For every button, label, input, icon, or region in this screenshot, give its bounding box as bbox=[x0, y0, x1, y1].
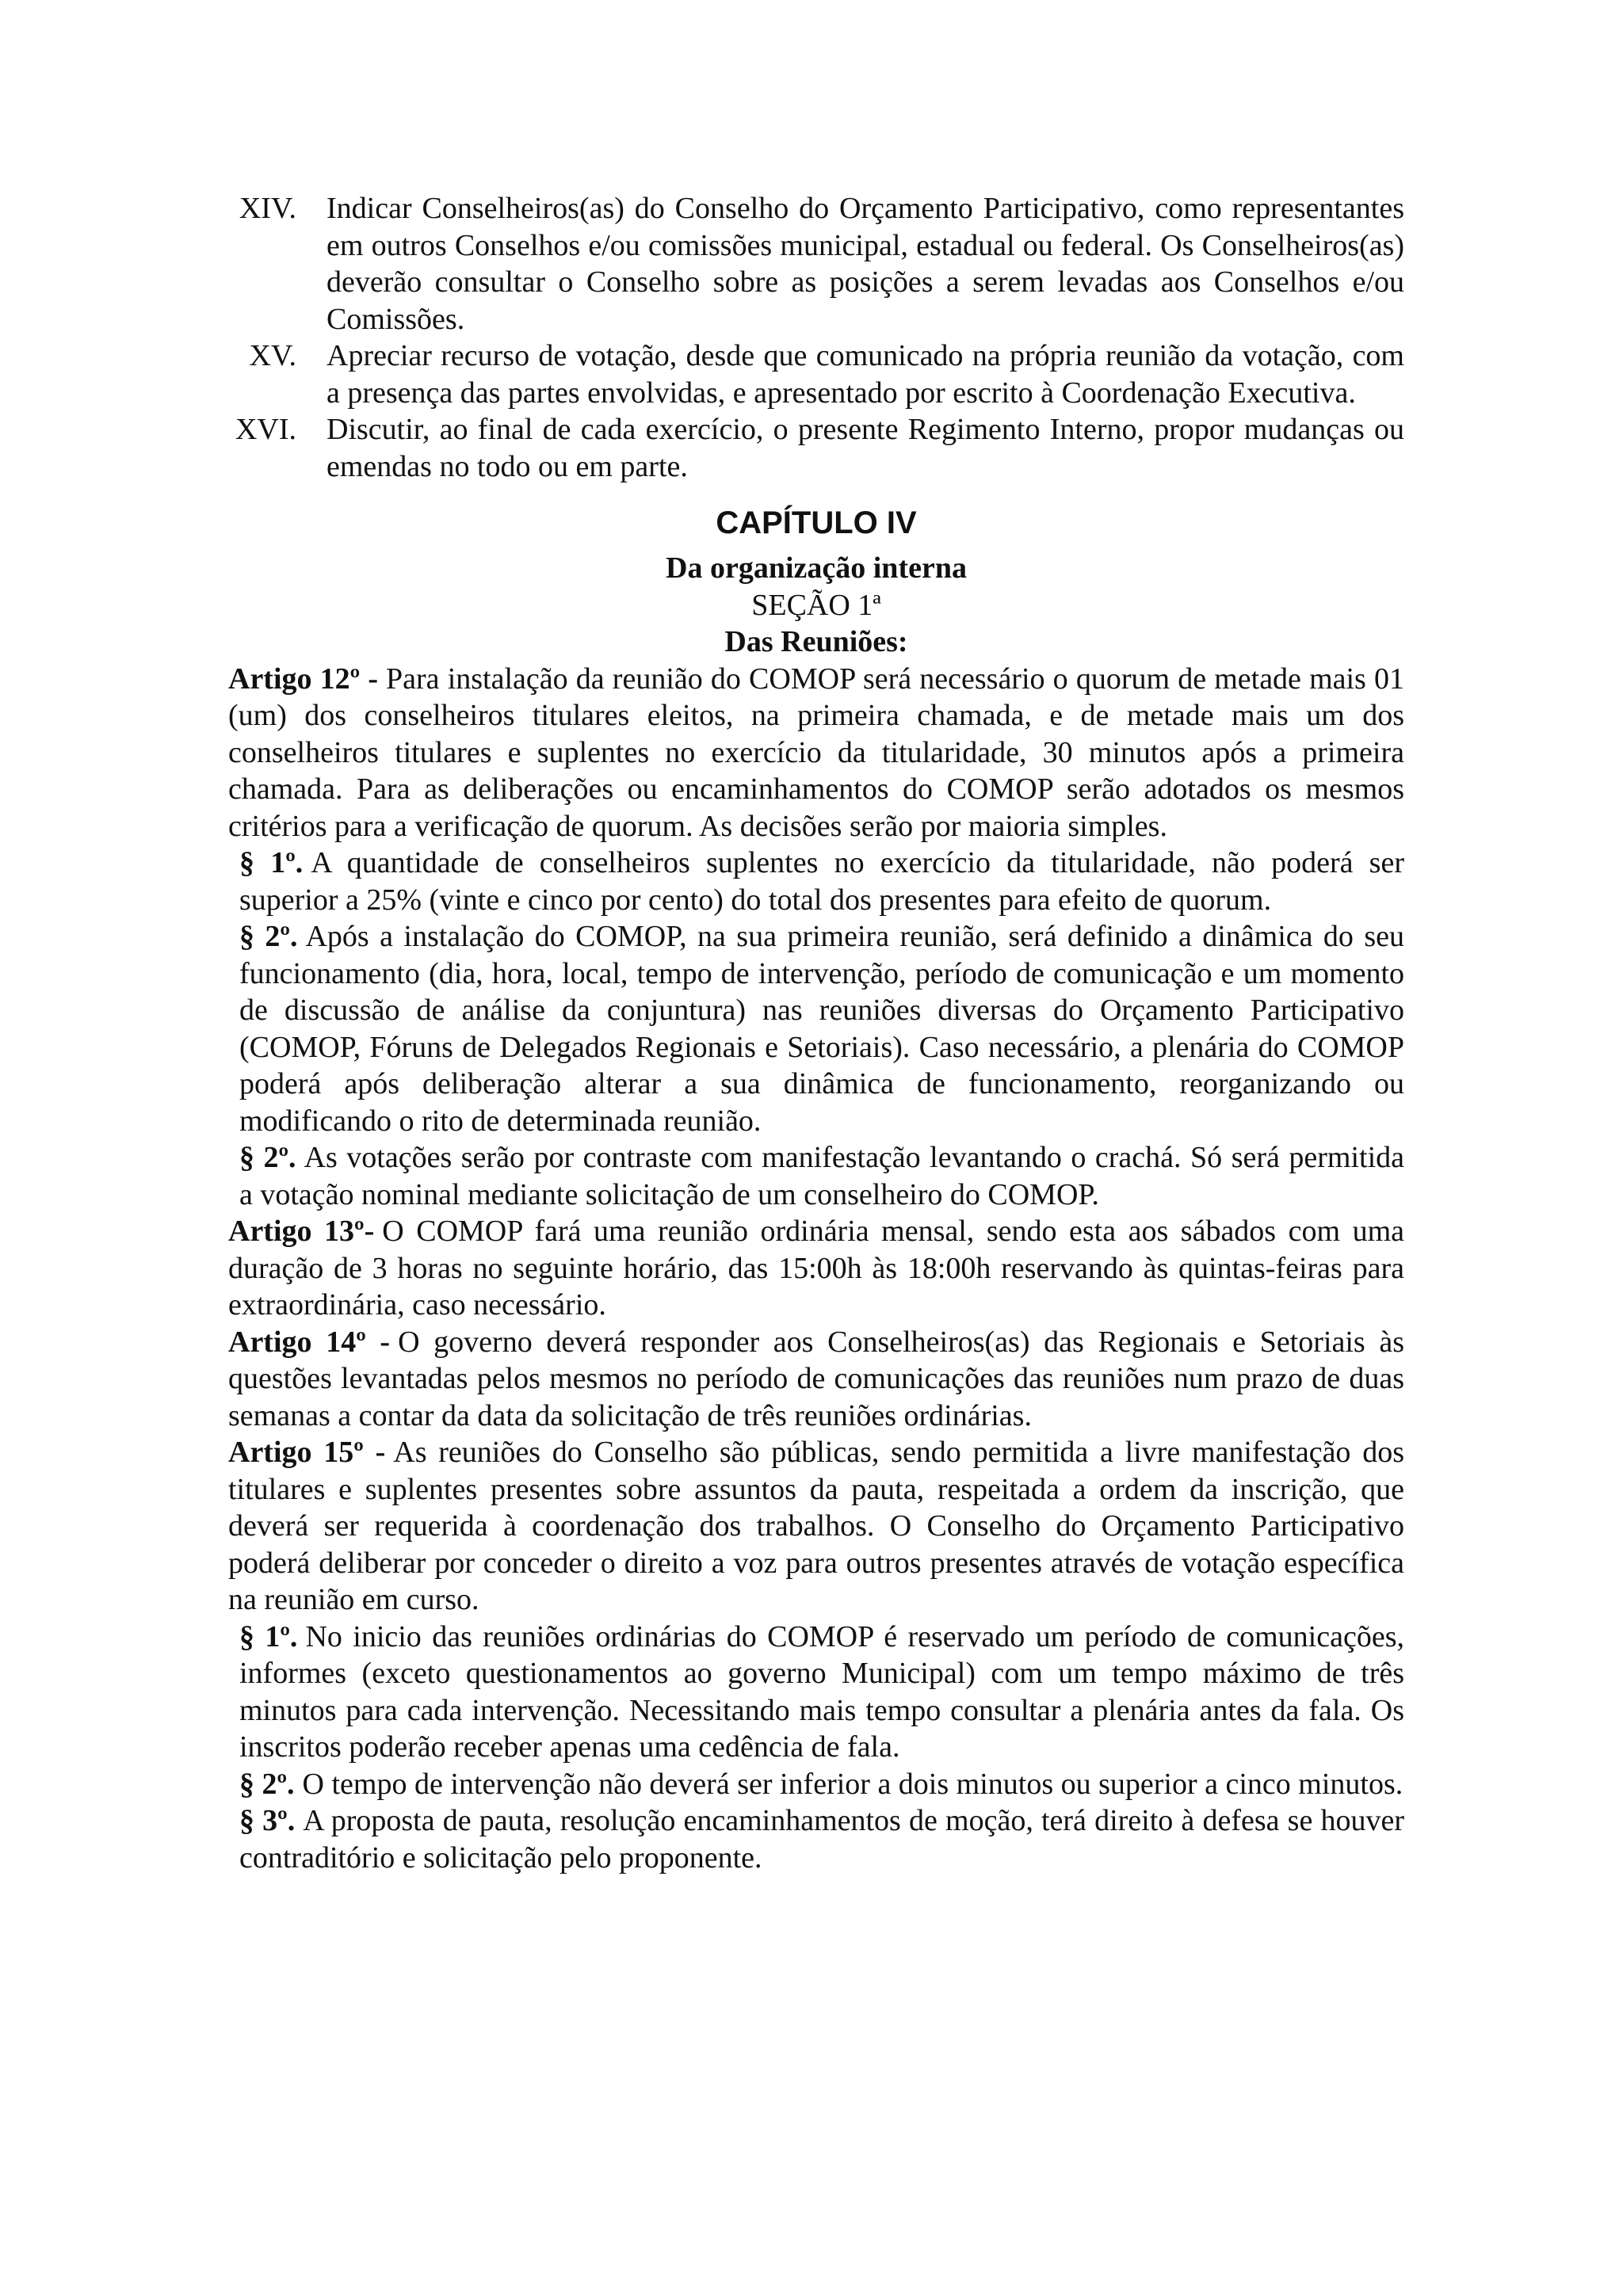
list-text: Indicar Conselheiros(as) do Conselho do Orçamento Participativo, como representantes em outros Conselhos e/ou comissões municipal, estadual ou federal. Os Conselheiros(as) deverão consultar o Conselho sobre as posições a serem levadas aos Conselhos e/ou Comissões. bbox=[327, 192, 1404, 336]
list-item-xv bbox=[228, 338, 1404, 411]
paragraph-artigo-15 bbox=[228, 1434, 1404, 1619]
paragraph-lead: § 1º. bbox=[239, 1619, 298, 1653]
list-item-xiv bbox=[228, 190, 1404, 338]
paragraph-lead: § 1º. bbox=[239, 846, 304, 879]
paragraph-12-par-1 bbox=[228, 845, 1404, 918]
paragraph-text: As votações serão por contraste com manifestação levantando o crachá. Só será permitida a votação nominal mediante solicitação de um conselheiro do COMOP. bbox=[239, 1141, 1404, 1211]
paragraph-text: O tempo de intervenção não deverá ser inferior a dois minutos ou superior a cinco minutos. bbox=[302, 1767, 1403, 1801]
list-number: XVI. bbox=[235, 413, 296, 446]
paragraph-artigo-12 bbox=[228, 661, 1404, 845]
paragraph-12-par-2 bbox=[228, 918, 1404, 1139]
paragraph-lead: Artigo 14º - bbox=[228, 1325, 391, 1359]
paragraph-lead: § 2º. bbox=[239, 1141, 296, 1174]
paragraph-lead: Artigo 15º - bbox=[228, 1436, 386, 1469]
document-page bbox=[228, 190, 1404, 1876]
list-number: XIV. bbox=[239, 192, 296, 225]
paragraph-text: As reuniões do Conselho são públicas, sendo permitida a livre manifestação dos titulares e suplentes presentes sobre assuntos da pauta, respeitada a ordem da inscrição, que deverá ser requerida à coordenação dos trabalhos. O Conselho do Orçamento Participativo poderá deliberar por conceder o direito a voz para outros presentes através de votação específica na reunião em curso. bbox=[228, 1436, 1404, 1616]
paragraph-text: O governo deverá responder aos Conselheiros(as) das Regionais e Setoriais às questões levantadas pelos mesmos no período de comunicações das reuniões num prazo de duas semanas a contar da data da solicitação de três reuniões ordinárias. bbox=[228, 1325, 1404, 1432]
section-label: SEÇÃO 1ª bbox=[751, 588, 881, 622]
list-item-xvi bbox=[228, 411, 1404, 485]
section-title: Das Reuniões: bbox=[724, 625, 908, 658]
chapter-subtitle: Da organização interna bbox=[666, 551, 967, 585]
paragraph-lead: Artigo 13º- bbox=[228, 1215, 375, 1248]
paragraph-text: A quantidade de conselheiros suplentes no exercício da titularidade, não poderá ser superior a 25% (vinte e cinco por cento) do total dos presentes para efeito de quorum. bbox=[239, 846, 1404, 917]
paragraph-text: Após a instalação do COMOP, na sua primeira reunião, será definido a dinâmica do seu funcionamento (dia, hora, local, tempo de intervenção, período de comunicação e um momento de discussão de análise da conjuntura) nas reuniões diversas do Orçamento Participativo (COMOP, Fóruns de Delegados Regionais e Setoriais). Caso necessário, a plenária do COMOP poderá após deliberação alterar a sua dinâmica de funcionamento, reorganizando ou modificando o rito de determinada reunião. bbox=[239, 920, 1405, 1138]
paragraph-lead: Artigo 12º - bbox=[228, 662, 379, 696]
list-text: Discutir, ao final de cada exercício, o presente Regimento Interno, propor mudanças ou emendas no todo ou em parte. bbox=[327, 413, 1404, 483]
paragraph-15-par-2 bbox=[228, 1766, 1404, 1803]
paragraph-15-par-3 bbox=[228, 1802, 1404, 1876]
paragraph-text: A proposta de pauta, resolução encaminhamentos de moção, terá direito à defesa se houver contraditório e solicitação pelo proponente. bbox=[239, 1804, 1405, 1875]
chapter-title: CAPÍTULO IV bbox=[716, 505, 917, 540]
paragraph-lead: § 2º. bbox=[239, 920, 298, 953]
paragraph-artigo-14 bbox=[228, 1324, 1404, 1435]
paragraph-15-par-1 bbox=[228, 1619, 1404, 1766]
paragraph-text: No inicio das reuniões ordinárias do COMOP é reservado um período de comunicações, informes (exceto questionamentos ao governo Municipal) com um tempo máximo de três minutos para cada intervenção. Necessitando mais tempo consultar a plenária antes da fala. Os inscritos poderão receber apenas uma cedência de fala. bbox=[239, 1619, 1404, 1764]
paragraph-text: O COMOP fará uma reunião ordinária mensal, sendo esta aos sábados com uma duração de 3 horas no seguinte horário, das 15:00h às 18:00h reservando às quintas-feiras para extraordinária, caso necessário. bbox=[228, 1215, 1404, 1322]
list-number: XV. bbox=[249, 339, 296, 372]
paragraph-text: Para instalação da reunião do COMOP será necessário o quorum de metade mais 01 (um) dos conselheiros titulares eleitos, na primeira chamada, e de metade mais um dos conselheiros titulares e suplentes no exercício da titularidade, 30 minutos após a primeira chamada. Para as deliberações ou encaminhamentos do COMOP serão adotados os mesmos critérios para a verificação de quorum. As decisões serão por maioria simples. bbox=[228, 662, 1404, 843]
paragraph-lead: § 2º. bbox=[239, 1767, 295, 1801]
list-text: Apreciar recurso de votação, desde que comunicado na própria reunião da votação, com a presença das partes envolvidas, e apresentado por escrito à Coordenação Executiva. bbox=[327, 339, 1404, 410]
paragraph-lead: § 3º. bbox=[239, 1804, 296, 1837]
paragraph-artigo-13 bbox=[228, 1213, 1404, 1324]
paragraph-12-par-2b bbox=[228, 1139, 1404, 1213]
